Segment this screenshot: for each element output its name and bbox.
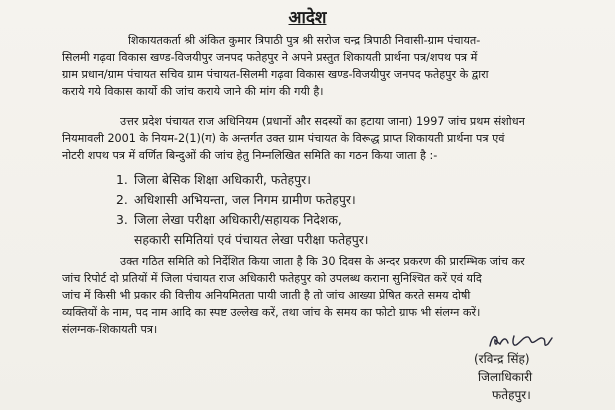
para1-line-3: ग्राम प्रधान/ग्राम पंचायत सचिव ग्राम पंचायत-सिलमी गढ़वा विकास खण्ड-विजयीपुर जनपद फतेहपुर के द्वारा	[62, 68, 489, 81]
para3-line-3: जांच में किसी भी प्रकार की वित्तीय अनियमितता पायी जाती है तो जांच आख्या प्रेषित करते समय दोषी	[62, 289, 471, 302]
committee-text: अधिशासी अभियन्ता, जल निगम ग्रामीण फतेहपुर।	[134, 192, 356, 207]
handwritten-signature	[486, 330, 566, 350]
committee-number: 3.	[116, 212, 128, 227]
para2-line-2: नियमावली 2001 के नियम-2(1)(ग) के अन्तर्गत उक्त ग्राम पंचायत के विरूद्ध प्राप्त शिकायती प्रार्थना पत्र एवं	[62, 132, 505, 145]
committee-number: 2.	[116, 192, 128, 207]
para1-line-1: शिकायतकर्ता श्री अंकित कुमार त्रिपाठी पुत्र श्री सरोज चन्द्र त्रिपाठी निवासी-ग्राम पंचायत-	[128, 34, 481, 47]
committee-text: जिला बेसिक शिक्षा अधिकारी, फतेहपुर।	[134, 172, 311, 187]
para1-line-4: कराये गये विकास कार्यो की जांच कराये जाने की मांग की गयी है।	[62, 85, 324, 98]
committee-member-2	[116, 192, 356, 208]
enclosure-note: संलग्नक-शिकायती पत्र।	[62, 323, 158, 336]
signatory-name: (रविन्द्र सिंह)	[474, 352, 530, 366]
document-heading: आदेश	[288, 8, 327, 28]
para2-line-1: उत्तर प्रदेश पंचायत राज अधिनियम (प्रधानों और सदस्यों का हटाया जाना) 1997 जांच प्रथम संशोधन	[120, 115, 525, 128]
committee-member-3	[116, 212, 342, 228]
committee-text: जिला लेखा परीक्षा अधिकारी/सहायक निदेशक,	[134, 212, 342, 227]
para3-line-2: जांच रिपोर्ट दो प्रतियों में जिला पंचायत राज अधिकारी फतेहपुर को उपलब्ध कराना सुनिश्चित करें एवं यदि	[62, 272, 482, 285]
committee-member-3-line-2: सहकारी समितियां एवं पंचायत लेखा परीक्षा फतेहपुर।	[134, 232, 369, 247]
para1-line-2: सिलमी गढ़वा विकास खण्ड-विजयीपुर जनपद फतेहपुर ने अपने प्रस्तुत शिकायती प्रार्थना पत्र/शपथ पत्र में	[62, 51, 478, 64]
signatory-designation: जिलाधिकारी	[478, 370, 533, 384]
committee-number: 1.	[116, 172, 128, 187]
committee-member-1	[116, 172, 311, 188]
para3-line-4: व्यक्तियों के नाम, पद नाम आदि का स्पष्ट उल्लेख करें, तथा जांच के समय का फोटो ग्राफ भी संलग्न करें।	[62, 306, 481, 319]
para2-line-3: नोटरी शपथ पत्र में वर्णित बिन्दुओं की जांच हेतु निम्नलिखित समिति का गठन किया जाता है :-	[62, 149, 438, 162]
signatory-place: फतेहपुर।	[492, 388, 531, 402]
para3-line-1: उक्त गठित समिति को निर्देशित किया जाता है कि 30 दिवस के अन्दर प्रकरण की प्रारम्भिक जांच कर	[120, 255, 525, 268]
